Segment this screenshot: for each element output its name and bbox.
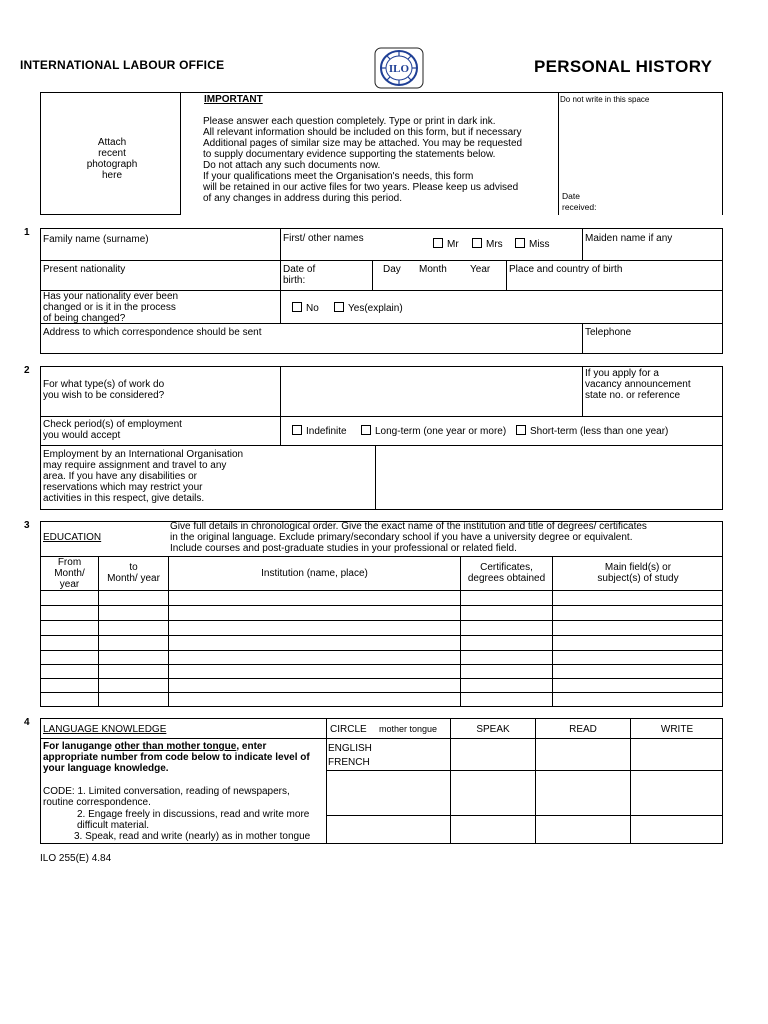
ilo-logo: [374, 47, 424, 89]
first-names-label: First/ other names: [283, 233, 364, 244]
short-term-checkbox[interactable]: [516, 425, 526, 435]
col-institution-header: Institution (name, place): [261, 568, 368, 579]
date-received-label: Date received:: [562, 191, 597, 212]
period-short-term-option[interactable]: Short-term (less than one year): [516, 425, 668, 437]
important-heading: IMPORTANT: [204, 94, 263, 105]
language-english[interactable]: ENGLISH: [328, 743, 372, 754]
title-mr-option[interactable]: Mr: [433, 238, 459, 250]
section-number-2: 2: [24, 365, 30, 376]
family-name-field[interactable]: [40, 244, 278, 259]
nationality-label: Present nationality: [43, 264, 126, 275]
organization-name: INTERNATIONAL LABOUR OFFICE: [20, 58, 225, 72]
form-code: ILO 255(E) 4.84: [40, 853, 112, 864]
mr-checkbox[interactable]: [433, 238, 443, 248]
work-type-label: For what type(s) of work do you wish to be considered?: [43, 379, 165, 401]
language-french[interactable]: FRENCH: [328, 757, 370, 768]
period-long-term-option[interactable]: Long-term (one year or more): [361, 425, 506, 437]
long-term-checkbox[interactable]: [361, 425, 371, 435]
table-row[interactable]: [41, 621, 722, 635]
col-certificates-header: Certificates, degrees obtained: [467, 562, 546, 584]
office-use-note: Do not write in this space: [560, 95, 650, 104]
title-miss-option[interactable]: Miss: [515, 238, 550, 250]
section-number-4: 4: [24, 717, 30, 728]
section-number-3: 3: [24, 520, 30, 531]
dob-year-label: Year: [470, 264, 491, 275]
dob-day-label: Day: [383, 264, 401, 275]
section-4-right-box: [326, 718, 723, 844]
mrs-checkbox[interactable]: [472, 238, 482, 248]
table-row[interactable]: [41, 665, 722, 678]
language-heading: LANGUAGE KNOWLEDGE: [43, 724, 167, 735]
table-row[interactable]: [41, 591, 722, 605]
indefinite-checkbox[interactable]: [292, 425, 302, 435]
form-title: PERSONAL HISTORY: [534, 57, 713, 76]
travel-disability-label: Employment by an International Organisation may require assignment and travel to any area. If you have any disabilities or reservations which may restrict your activities in this respect, give details.: [43, 449, 244, 504]
circle-label: CIRCLE: [330, 724, 367, 735]
col-fields-header: Main field(s) or subject(s) of study: [597, 562, 679, 584]
photo-placeholder-label: Attach recent photograph here: [86, 137, 138, 181]
language-instructions: For lanugange other than mother tongue, enter appropriate number from code below to indicate level of your language knowledge.: [43, 741, 310, 774]
write-header: WRITE: [660, 724, 694, 735]
important-text: Please answer each question completely. Type or print in dark ink. All relevant information should be included on this form, but if necessary Additional pages of similar size may be attached. You may be requested to supply documentary evidence supporting the statements below. Do not attach any such documents now. If your qualifications meet the Organisation's needs, this form will be retained in our active files for two years. Please keep us advised of any changes in address during this period.: [203, 116, 523, 204]
birthplace-label: Place and country of birth: [509, 264, 623, 275]
table-row[interactable]: [41, 693, 722, 706]
address-label: Address to which correspondence should be sent: [43, 327, 262, 338]
mother-tongue-label: mother tongue: [379, 724, 438, 734]
nationality-changed-label: Has your nationality ever been changed or is it in the process of being changed?: [43, 291, 179, 324]
work-type-field[interactable]: [281, 367, 581, 415]
period-indefinite-option[interactable]: Indefinite: [292, 425, 347, 437]
vacancy-label: If you apply for a vacancy announcement state no. or reference: [585, 368, 691, 401]
title-mrs-option[interactable]: Mrs: [472, 238, 503, 250]
col-to-header: to Month/ year: [107, 562, 160, 584]
yes-checkbox[interactable]: [334, 302, 344, 312]
education-heading: EDUCATION: [43, 532, 102, 543]
section-number-1: 1: [24, 227, 30, 238]
nationality-changed-no[interactable]: No: [292, 302, 319, 314]
speak-header: SPEAK: [476, 724, 510, 735]
table-row[interactable]: [41, 636, 722, 650]
table-row[interactable]: [41, 651, 722, 664]
employment-period-label: Check period(s) of employment you would accept: [43, 419, 182, 441]
nationality-changed-yes[interactable]: Yes(explain): [334, 302, 403, 314]
language-code-1: CODE: 1. Limited conversation, reading of newspapers, routine correspondence.: [43, 786, 290, 808]
travel-details-field[interactable]: [376, 446, 722, 509]
read-header: READ: [569, 724, 597, 735]
family-name-label: Family name (surname): [43, 234, 149, 245]
language-code-3: 3. Speak, read and write (nearly) as in mother tongue: [74, 831, 311, 842]
table-row[interactable]: [41, 606, 722, 620]
svg-text:ILO: ILO: [388, 63, 410, 75]
no-checkbox[interactable]: [292, 302, 302, 312]
telephone-label: Telephone: [585, 327, 632, 338]
language-code-2: 2. Engage freely in discussions, read and write more difficult material.: [77, 809, 310, 831]
miss-checkbox[interactable]: [515, 238, 525, 248]
dob-month-label: Month: [419, 264, 447, 275]
col-from-header: From Month/ year: [54, 557, 85, 590]
dob-label: Date of birth:: [283, 264, 316, 286]
maiden-name-label: Maiden name if any: [585, 233, 673, 244]
education-instructions: Give full details in chronological order. Give the exact name of the institution and title of degrees/ certificates in the original language. Exclude primary/secondary school if you have a university degree or equivalent. Include courses and post-graduate studies in your professional or related field.: [170, 521, 647, 554]
table-row[interactable]: [41, 679, 722, 692]
